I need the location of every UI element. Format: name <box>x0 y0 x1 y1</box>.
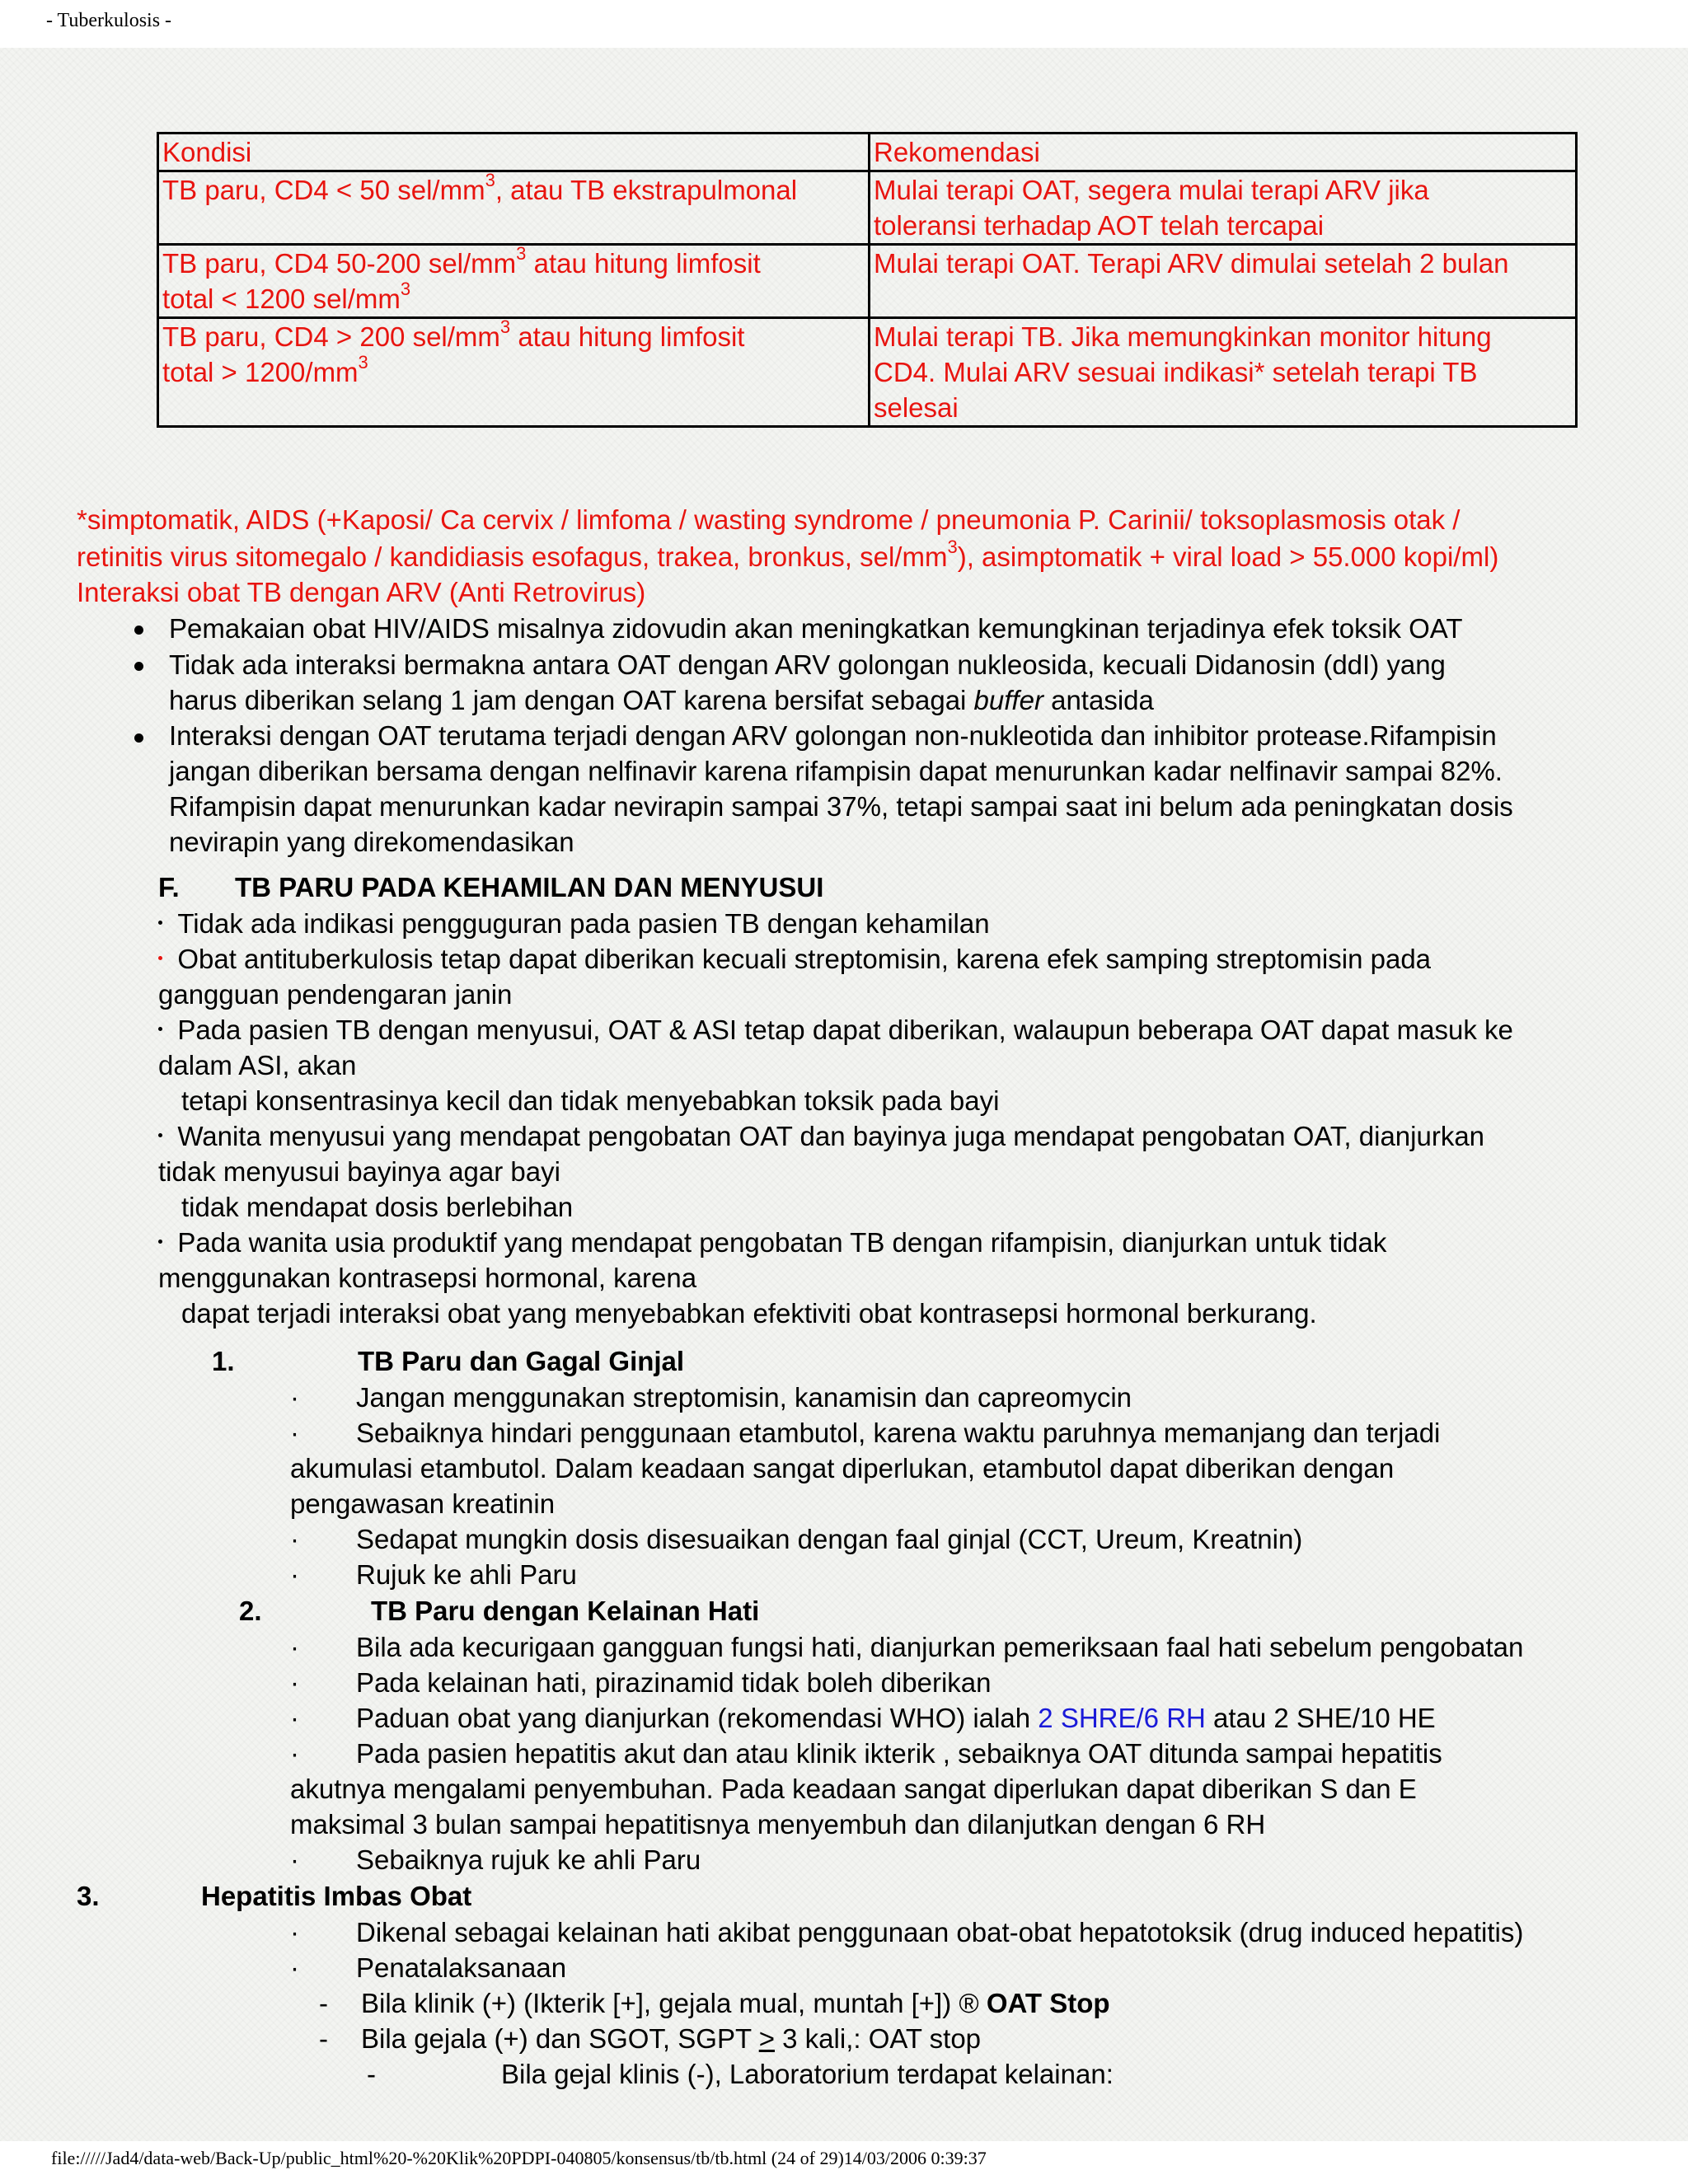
numbered-heading-imbas: Hepatitis Imbas Obat <box>201 1881 472 1911</box>
f-point-cont: tidak mendapat dosis berlebihan <box>181 1192 574 1222</box>
column-header-rekomendasi: Rekomendasi <box>870 134 1577 171</box>
footer-url: file://///Jad4/data-web/Back-Up/public_html%20-%20Klik%20PDPI-040805/konsensus/tb/tb.html (24 of 29)14/03/2006 0:39:37 <box>51 2148 987 2168</box>
imbas-subitem: Bila klinik (+) (Ikterik [+], gejala mual, muntah [+]) ® OAT Stop <box>361 1988 1110 2018</box>
bullet-item-cont: Rifampisin dapat menurunkan kadar nevirapin sampai 37%, tetapi sampai saat ini belum ada peningkatan dosis <box>169 791 1513 822</box>
numbered-heading-num: 3. <box>77 1881 100 1911</box>
bullet-dot <box>134 662 143 671</box>
numbered-heading-ginjal: TB Paru dan Gagal Ginjal <box>358 1346 685 1376</box>
kondisi-cell <box>158 171 870 245</box>
kondisi-cell <box>158 245 870 318</box>
section-f-letter: F. <box>158 872 180 902</box>
f-point: Pada pasien TB dengan menyusui, OAT & ASI tetap dapat diberikan, walaupun beberapa OAT dapat masuk ke <box>158 1012 1513 1047</box>
cell-text: total > 1200/mm <box>162 357 359 387</box>
middot <box>158 921 162 925</box>
f-point-cont: dalam ASI, akan <box>158 1050 357 1080</box>
numbered-heading-hati: TB Paru dengan Kelainan Hati <box>371 1596 760 1626</box>
hati-item-cont: maksimal 3 bulan sampai hepatitisnya menyembuh dan dilanjutkan dengan 6 RH <box>290 1809 1266 1840</box>
ginjal-item: Jangan menggunakan streptomisin, kanamisin dan capreomycin <box>356 1382 1132 1413</box>
numbered-heading-num: 2. <box>239 1596 262 1626</box>
f-point-cont: dapat terjadi interaksi obat yang menyebabkan efektiviti obat kontrasepsi hormonal berkurang. <box>181 1298 1317 1329</box>
ginjal-item: Sebaiknya hindari penggunaan etambutol, karena waktu paruhnya memanjang dan terjadi <box>356 1418 1441 1448</box>
f-point: Tidak ada indikasi pengguguran pada pasien TB dengan kehamilan <box>158 906 990 941</box>
middot <box>158 956 162 960</box>
hati-item: Pada kelainan hati, pirazinamid tidak boleh diberikan <box>356 1667 992 1698</box>
bullet-item-cont <box>169 682 1154 718</box>
footnote-text: retinitis virus sitomegalo / kandidiasis esofagus, trakea, bronkus, sel/mm <box>77 541 948 572</box>
footnote-line <box>77 539 1498 574</box>
middot <box>158 1027 162 1031</box>
cell-text: toleransi terhadap AOT telah tercapai <box>874 210 1325 241</box>
middot <box>158 1133 162 1137</box>
cell-text: , atau TB ekstrapulmonal <box>495 175 798 205</box>
bullet-dot <box>134 626 143 635</box>
cell-text: Mulai terapi OAT, segera mulai terapi ARV jika <box>874 175 1429 205</box>
superscript: 3 <box>358 352 368 373</box>
table-row <box>158 245 1577 318</box>
hati-item: Pada pasien hepatitis akut dan atau klinik ikterik , sebaiknya OAT ditunda sampai hepatitis <box>356 1738 1442 1769</box>
footnote-line: *simptomatik, AIDS (+Kaposi/ Ca cervix / limfoma / wasting syndrome / pneumonia P. Carinii/ toksoplasmosis otak / <box>77 504 1461 535</box>
rekomendasi-cell <box>870 171 1577 245</box>
cell-text: selesai <box>874 392 959 423</box>
hati-item: Bila ada kecurigaan gangguan fungsi hati, dianjurkan pemeriksaan faal hati sebelum pengobatan <box>356 1632 1524 1662</box>
middot: · <box>290 1917 299 1947</box>
bullet-item-cont: jangan diberikan bersama dengan nelfinavir karena rifampisin dapat menurunkan kadar nelfinavir sampai 82%. <box>169 756 1503 786</box>
numbered-heading-num: 1. <box>212 1346 235 1376</box>
f-point-cont: gangguan pendengaran janin <box>158 979 513 1010</box>
imbas-subitem: Bila gejal klinis (-), Laboratorium terdapat kelainan: <box>501 2059 1114 2089</box>
dash: - <box>319 2023 328 2054</box>
f-point-cont: tetapi konsentrasinya kecil dan tidak menyebabkan toksik pada bayi <box>181 1085 1000 1116</box>
table-header-row <box>158 134 1577 171</box>
cell-text: TB paru, CD4 > 200 sel/mm <box>162 321 500 352</box>
middot: · <box>290 1738 299 1769</box>
footnote-text: ), asimptomatik + viral load > 55.000 kopi/ml) <box>957 541 1499 572</box>
rekomendasi-cell <box>870 318 1577 427</box>
middot <box>158 1240 162 1244</box>
superscript: 3 <box>499 316 511 337</box>
cell-text: Mulai terapi OAT. Terapi ARV dimulai setelah 2 bulan <box>874 248 1509 279</box>
bullet-item: Tidak ada interaksi bermakna antara OAT dengan ARV golongan nukleosida, kecuali Didanosin (ddI) yang <box>169 649 1446 680</box>
imbas-item: Penatalaksanaan <box>356 1952 567 1983</box>
middot: · <box>290 1844 299 1875</box>
rekomendasi-cell <box>870 245 1577 318</box>
bullet-text: harus diberikan selang 1 jam dengan OAT karena bersifat sebagai <box>169 685 974 715</box>
ginjal-item-cont: pengawasan kreatinin <box>290 1488 556 1519</box>
column-header-kondisi: Kondisi <box>158 134 870 171</box>
table-row <box>158 318 1577 427</box>
middot: · <box>290 1524 299 1554</box>
f-point-cont: menggunakan kontrasepsi hormonal, karena <box>158 1263 697 1293</box>
middot: · <box>290 1382 299 1413</box>
recommendation-table <box>157 132 1578 428</box>
middot: · <box>290 1667 299 1698</box>
kondisi-cell <box>158 318 870 427</box>
superscript: 3 <box>485 170 495 190</box>
cell-text: TB paru, CD4 50-200 sel/mm <box>162 248 517 279</box>
ginjal-item-cont: akumulasi etambutol. Dalam keadaan sangat diperlukan, etambutol dapat diberikan dengan <box>290 1453 1395 1483</box>
section-heading-interaksi: Interaksi obat TB dengan ARV (Anti Retrovirus) <box>77 577 646 607</box>
middot: · <box>290 1703 299 1733</box>
page-header <box>0 0 1688 48</box>
superscript: 3 <box>400 279 411 299</box>
dash: - <box>367 2059 376 2089</box>
ginjal-item: Sedapat mungkin dosis disesuaikan dengan faal ginjal (CCT, Ureum, Kreatnin) <box>356 1524 1303 1554</box>
f-point: Obat antituberkulosis tetap dapat diberikan kecuali streptomisin, karena efek samping streptomisin pada <box>158 941 1431 977</box>
regimen-link[interactable]: 2 SHRE/6 RH <box>1038 1703 1206 1733</box>
dash: - <box>319 1988 328 2018</box>
hati-item: Paduan obat yang dianjurkan (rekomendasi WHO) ialah 2 SHRE/6 RH atau 2 SHE/10 HE <box>356 1703 1436 1733</box>
cell-text: atau hitung limfosit <box>510 321 745 352</box>
imbas-item: Dikenal sebagai kelainan hati akibat penggunaan obat-obat hepatotoksik (drug induced hepatitis) <box>356 1917 1524 1947</box>
bullet-item: Interaksi dengan OAT terutama terjadi dengan ARV golongan non-nukleotida dan inhibitor protease.Rifampisin <box>169 720 1497 751</box>
middot: · <box>290 1418 299 1448</box>
cell-text: atau hitung limfosit <box>526 248 761 279</box>
middot: · <box>290 1559 299 1590</box>
middot: · <box>290 1632 299 1662</box>
ginjal-item: Rujuk ke ahli Paru <box>356 1559 577 1590</box>
hati-item: Sebaiknya rujuk ke ahli Paru <box>356 1844 701 1875</box>
bullet-text: antasida <box>1043 685 1154 715</box>
bullet-item: Pemakaian obat HIV/AIDS misalnya zidovudin akan meningkatkan kemungkinan terjadinya efek toksik OAT <box>169 613 1463 644</box>
f-point: Pada wanita usia produktif yang mendapat pengobatan TB dengan rifampisin, dianjurkan untuk tidak <box>158 1225 1386 1260</box>
cell-text: TB paru, CD4 < 50 sel/mm <box>162 175 485 205</box>
bullet-text-italic: buffer <box>973 685 1043 715</box>
superscript: 3 <box>947 537 958 557</box>
cell-text: total < 1200 sel/mm <box>162 284 401 314</box>
f-point-cont: tidak menyusui bayinya agar bayi <box>158 1156 560 1187</box>
cell-text: CD4. Mulai ARV sesuai indikasi* setelah terapi TB <box>874 357 1478 387</box>
bullet-dot <box>134 733 143 743</box>
imbas-subitem: Bila gejala (+) dan SGOT, SGPT > 3 kali,: OAT stop <box>361 2023 982 2054</box>
bullet-item-cont: nevirapin yang direkomendasikan <box>169 827 574 857</box>
cell-text: Mulai terapi TB. Jika memungkinkan monitor hitung <box>874 321 1492 352</box>
section-f-title: TB PARU PADA KEHAMILAN DAN MENYUSUI <box>235 872 824 902</box>
middot: · <box>290 1952 299 1983</box>
superscript: 3 <box>516 243 527 264</box>
table-row <box>158 171 1577 245</box>
f-point: Wanita menyusui yang mendapat pengobatan OAT dan bayinya juga mendapat pengobatan OAT, dianjurkan <box>158 1118 1484 1154</box>
running-head: - Tuberkulosis - <box>46 10 172 31</box>
hati-item-cont: akutnya mengalami penyembuhan. Pada keadaan sangat diperlukan dapat diberikan S dan E <box>290 1774 1417 1804</box>
